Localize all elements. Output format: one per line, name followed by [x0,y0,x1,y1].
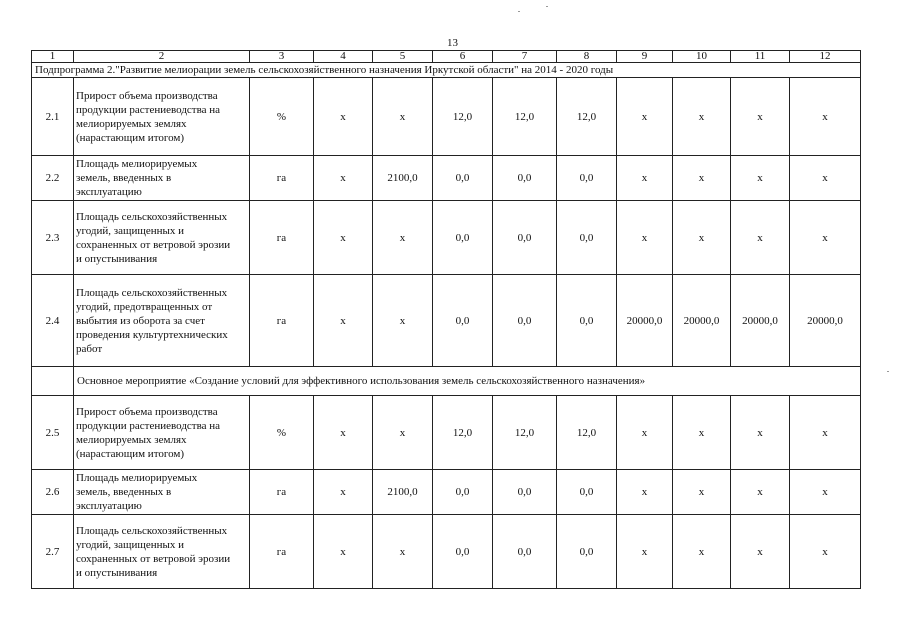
value-cell: 0,0 [493,201,557,275]
value-cell: x [314,515,373,589]
value-cell: x [673,156,731,201]
indicator-name-line: выбытия из оборота за счет [76,314,205,327]
column-header: 1 [32,51,74,63]
value-cell: x [373,201,433,275]
indicator-name-line: Площадь мелиорируемых [76,472,198,484]
page-number: 13 [447,37,458,49]
indicator-name [74,201,250,275]
value-cell: 0,0 [557,275,617,367]
row-number: 2.5 [32,396,74,470]
column-header: 11 [731,51,790,63]
table-row [32,78,861,156]
indicator-name-line: Прирост объема производства [76,405,218,418]
value-cell: x [790,515,861,589]
indicator-name-line: сохраненных от ветровой эрозии [76,238,231,251]
value-cell: x [617,515,673,589]
indicators-table [31,50,861,589]
unit-cell: % [250,78,314,156]
indicator-name-line: и опустынивания [76,252,158,265]
value-cell: x [314,78,373,156]
indicator-name-line: Прирост объема производства [76,89,218,102]
value-cell: x [731,156,790,201]
scan-speck [518,11,520,12]
value-cell: 0,0 [433,275,493,367]
value-cell: 0,0 [493,156,557,201]
value-cell: 12,0 [433,78,493,156]
row-number: 2.2 [32,156,74,201]
value-cell: x [731,470,790,515]
value-cell: 2100,0 [373,156,433,201]
value-cell: x [617,156,673,201]
value-cell: x [790,156,861,201]
table-row [32,396,861,470]
value-cell: x [673,78,731,156]
value-cell: 0,0 [433,156,493,201]
value-cell: x [673,470,731,515]
indicator-name-line: эксплуатацию [76,500,142,512]
value-cell: x [617,201,673,275]
indicator-name-line: угодий, защищенных и [76,224,185,237]
value-cell: 0,0 [557,156,617,201]
indicator-name [74,78,250,156]
value-cell: 0,0 [493,515,557,589]
value-cell: 12,0 [557,78,617,156]
value-cell: x [673,515,731,589]
column-header: 10 [673,51,731,63]
row-number: 2.3 [32,201,74,275]
value-cell: x [617,470,673,515]
value-cell: x [373,78,433,156]
value-cell: 20000,0 [731,275,790,367]
value-cell: x [373,396,433,470]
indicator-name-line: угодий, предотвращенных от [76,300,213,313]
value-cell: 0,0 [433,201,493,275]
value-cell: x [790,396,861,470]
indicator-name-line: Площадь сельскохозяйственных [76,210,228,223]
indicator-name-line: и опустынивания [76,566,158,579]
indicator-name-line: работ [76,342,103,355]
indicator-name-line: продукции растениеводства на [76,103,221,116]
indicator-name-line: мелиорируемых землях [76,117,187,130]
table-row [32,470,861,515]
column-number-row [32,51,861,63]
unit-cell: % [250,396,314,470]
subprogram-title-row [32,63,861,78]
indicator-name [74,156,250,201]
value-cell: x [314,201,373,275]
indicator-name-line: мелиорируемых землях [76,433,187,446]
value-cell: 12,0 [557,396,617,470]
value-cell: x [731,515,790,589]
row-number: 2.7 [32,515,74,589]
indicator-name-line: угодий, защищенных и [76,538,185,551]
table-row [32,275,861,367]
indicator-name-line: проведения культуртехнических [76,328,228,341]
value-cell: x [673,396,731,470]
indicator-name-line: (нарастающим итогом) [76,131,185,144]
value-cell: x [673,201,731,275]
main-event-row [32,367,861,396]
row-number: 2.4 [32,275,74,367]
value-cell: x [314,275,373,367]
indicator-name [74,275,250,367]
table-row [32,515,861,589]
value-cell: x [731,201,790,275]
value-cell: 20000,0 [617,275,673,367]
indicator-name [74,396,250,470]
value-cell: x [314,396,373,470]
indicator-name-line: Площадь мелиорируемых [76,158,198,170]
value-cell: 0,0 [557,470,617,515]
value-cell: 0,0 [557,515,617,589]
value-cell: x [617,78,673,156]
main-event-title: Основное мероприятие «Создание условий для эффективного использования земель сельскохозяйственного назначения» [74,367,861,396]
value-cell: x [731,396,790,470]
empty-cell [32,367,74,396]
column-header: 4 [314,51,373,63]
column-header: 7 [493,51,557,63]
column-header: 2 [74,51,250,63]
column-header: 6 [433,51,493,63]
value-cell: 12,0 [433,396,493,470]
unit-cell: га [250,470,314,515]
column-header: 5 [373,51,433,63]
value-cell: 12,0 [493,396,557,470]
unit-cell: га [250,156,314,201]
value-cell: x [373,515,433,589]
value-cell: 0,0 [493,275,557,367]
value-cell: x [314,470,373,515]
value-cell: x [790,470,861,515]
value-cell: 0,0 [557,201,617,275]
value-cell: 0,0 [433,515,493,589]
indicator-name-line: Площадь сельскохозяйственных [76,524,228,537]
indicator-name-line: продукции растениеводства на [76,419,221,432]
column-header: 3 [250,51,314,63]
value-cell: x [731,78,790,156]
indicator-name [74,515,250,589]
value-cell: x [373,275,433,367]
indicator-name-line: сохраненных от ветровой эрозии [76,552,231,565]
subprogram-title: Подпрограмма 2."Развитие мелиорации земель сельскохозяйственного назначения Иркутской области" на 2014 - 2020 годы [32,63,861,78]
indicator-name-line: эксплуатацию [76,186,142,198]
value-cell: x [617,396,673,470]
value-cell: 20000,0 [790,275,861,367]
column-header: 8 [557,51,617,63]
value-cell: 0,0 [433,470,493,515]
indicator-name-line: земель, введенных в [76,172,172,184]
indicator-name-line: (нарастающим итогом) [76,447,185,460]
scan-speck [546,6,548,7]
indicator-name [74,470,250,515]
column-header: 12 [790,51,861,63]
unit-cell: га [250,515,314,589]
value-cell: x [790,78,861,156]
unit-cell: га [250,201,314,275]
value-cell: x [790,201,861,275]
row-number: 2.6 [32,470,74,515]
scan-speck [887,371,889,372]
value-cell: 0,0 [493,470,557,515]
unit-cell: га [250,275,314,367]
value-cell: 2100,0 [373,470,433,515]
value-cell: 20000,0 [673,275,731,367]
value-cell: 12,0 [493,78,557,156]
table-row [32,156,861,201]
indicator-name-line: земель, введенных в [76,486,172,498]
value-cell: x [314,156,373,201]
indicator-name-line: Площадь сельскохозяйственных [76,286,228,299]
column-header: 9 [617,51,673,63]
row-number: 2.1 [32,78,74,156]
table-row [32,201,861,275]
